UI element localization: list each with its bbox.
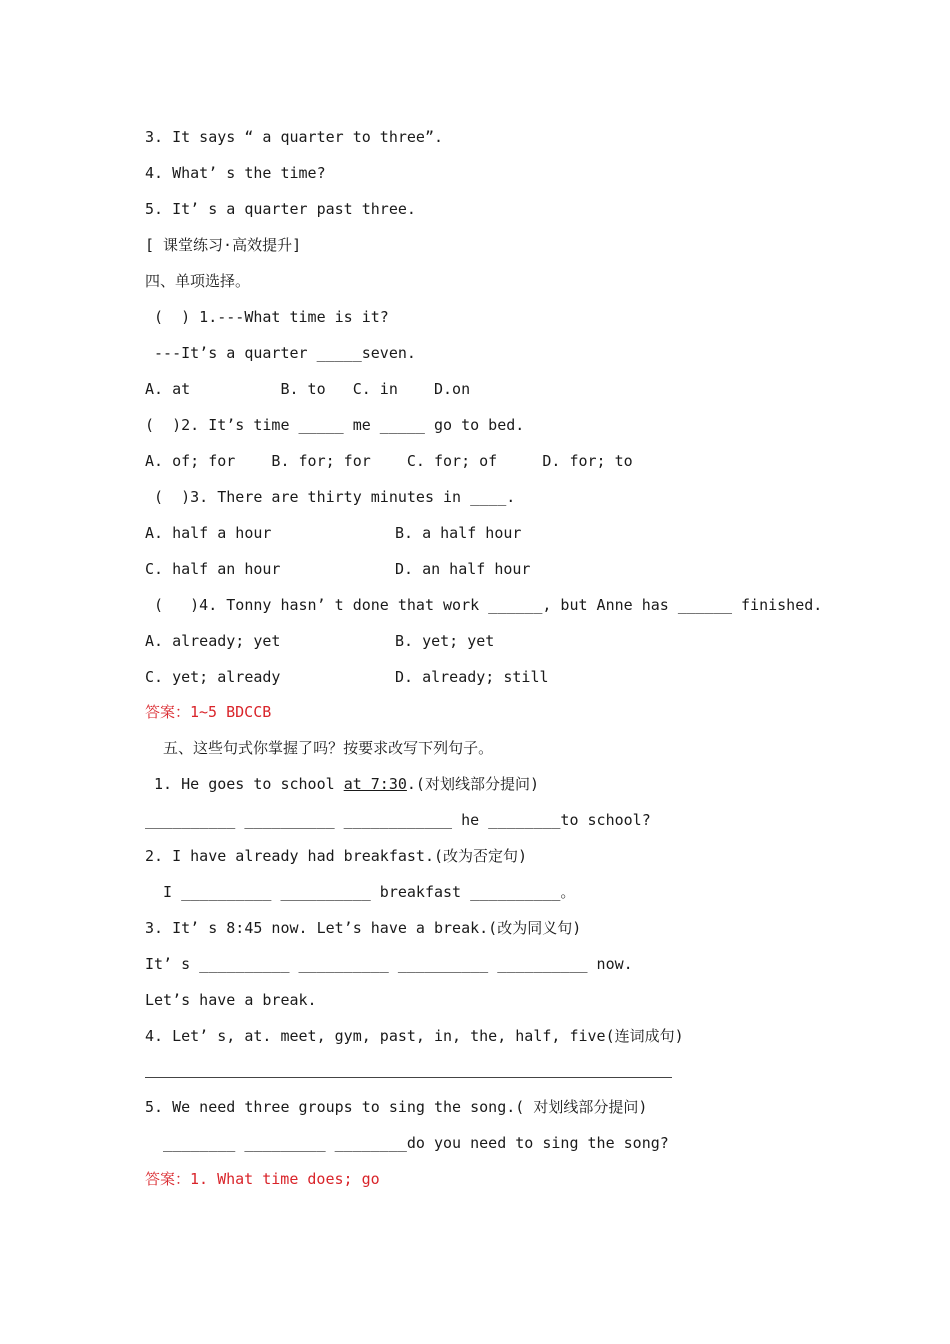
question-1-options: A. at B. to C. in D.on <box>145 380 471 398</box>
question-2-options: A. of; for B. for; for C. for; of D. for; to <box>145 452 633 470</box>
question-3-option-c: C. half an hour <box>145 560 281 578</box>
question-1-answer-line: ---It’s a quarter _____seven. <box>145 344 416 362</box>
text-line-2: 4. What’ s the time? <box>145 164 326 182</box>
text-line-3: 5. It’ s a quarter past three. <box>145 200 416 218</box>
rewrite-blank-1: __________ __________ ____________ he ________to school? <box>145 811 651 829</box>
rewrite-question-3: 3. It’ s 8:45 now. Let’s have a break.(改为同义句) <box>145 919 582 937</box>
answer-key-section-four: 答案：1~5 BDCCB <box>145 703 272 721</box>
question-4-option-c: C. yet; already <box>145 668 281 686</box>
section-heading: [ 课堂练习·高效提升] <box>145 236 302 254</box>
question-1: ( ) 1.---What time is it? <box>145 308 389 326</box>
rewrite-blank-5: ________ _________ ________do you need to sing the song? <box>145 1134 669 1152</box>
question-3-option-b: B. a half hour <box>395 524 522 542</box>
question-3-option-a: A. half a hour <box>145 524 272 542</box>
underlined-phrase: at 7:30 <box>343 775 407 793</box>
answer-line-4 <box>145 1077 672 1078</box>
rewrite-question-4: 4. Let’ s, at. meet, gym, past, in, the, half, five(连词成句) <box>145 1027 684 1045</box>
question-4-option-d: D. already; still <box>395 668 549 686</box>
section-five-title: 五、这些句式你掌握了吗？按要求改写下列句子。 <box>145 739 494 757</box>
question-3-option-d: D. an half hour <box>395 560 531 578</box>
question-4-option-a: A. already; yet <box>145 632 281 650</box>
rewrite-blank-3: It’ s __________ __________ __________ __________ now. <box>145 955 633 973</box>
question-4-option-b: B. yet; yet <box>395 632 495 650</box>
question-3: ( )3. There are thirty minutes in ____. <box>145 488 516 506</box>
answer-key-section-five: 答案：1. What time does; go <box>145 1170 380 1188</box>
section-four-title: 四、单项选择。 <box>145 272 251 290</box>
rewrite-question-1-text: 1. He goes to school <box>145 775 344 793</box>
rewrite-question-1-instruction: .(对划线部分提问) <box>406 775 539 793</box>
question-4: ( )4. Tonny hasn’ t done that work ______, but Anne has ______ finished. <box>145 596 823 614</box>
rewrite-blank-3b: Let’s have a break. <box>145 991 317 1009</box>
rewrite-question-1 <box>145 774 539 794</box>
text-line-1: 3. It says “ a quarter to three”. <box>145 128 444 146</box>
question-2: ( )2. It’s time _____ me _____ go to bed. <box>145 416 525 434</box>
rewrite-blank-2: I __________ __________ breakfast __________。 <box>145 883 576 901</box>
rewrite-question-5: 5. We need three groups to sing the song.( 对划线部分提问) <box>145 1098 648 1116</box>
rewrite-question-2: 2. I have already had breakfast.(改为否定句) <box>145 847 528 865</box>
